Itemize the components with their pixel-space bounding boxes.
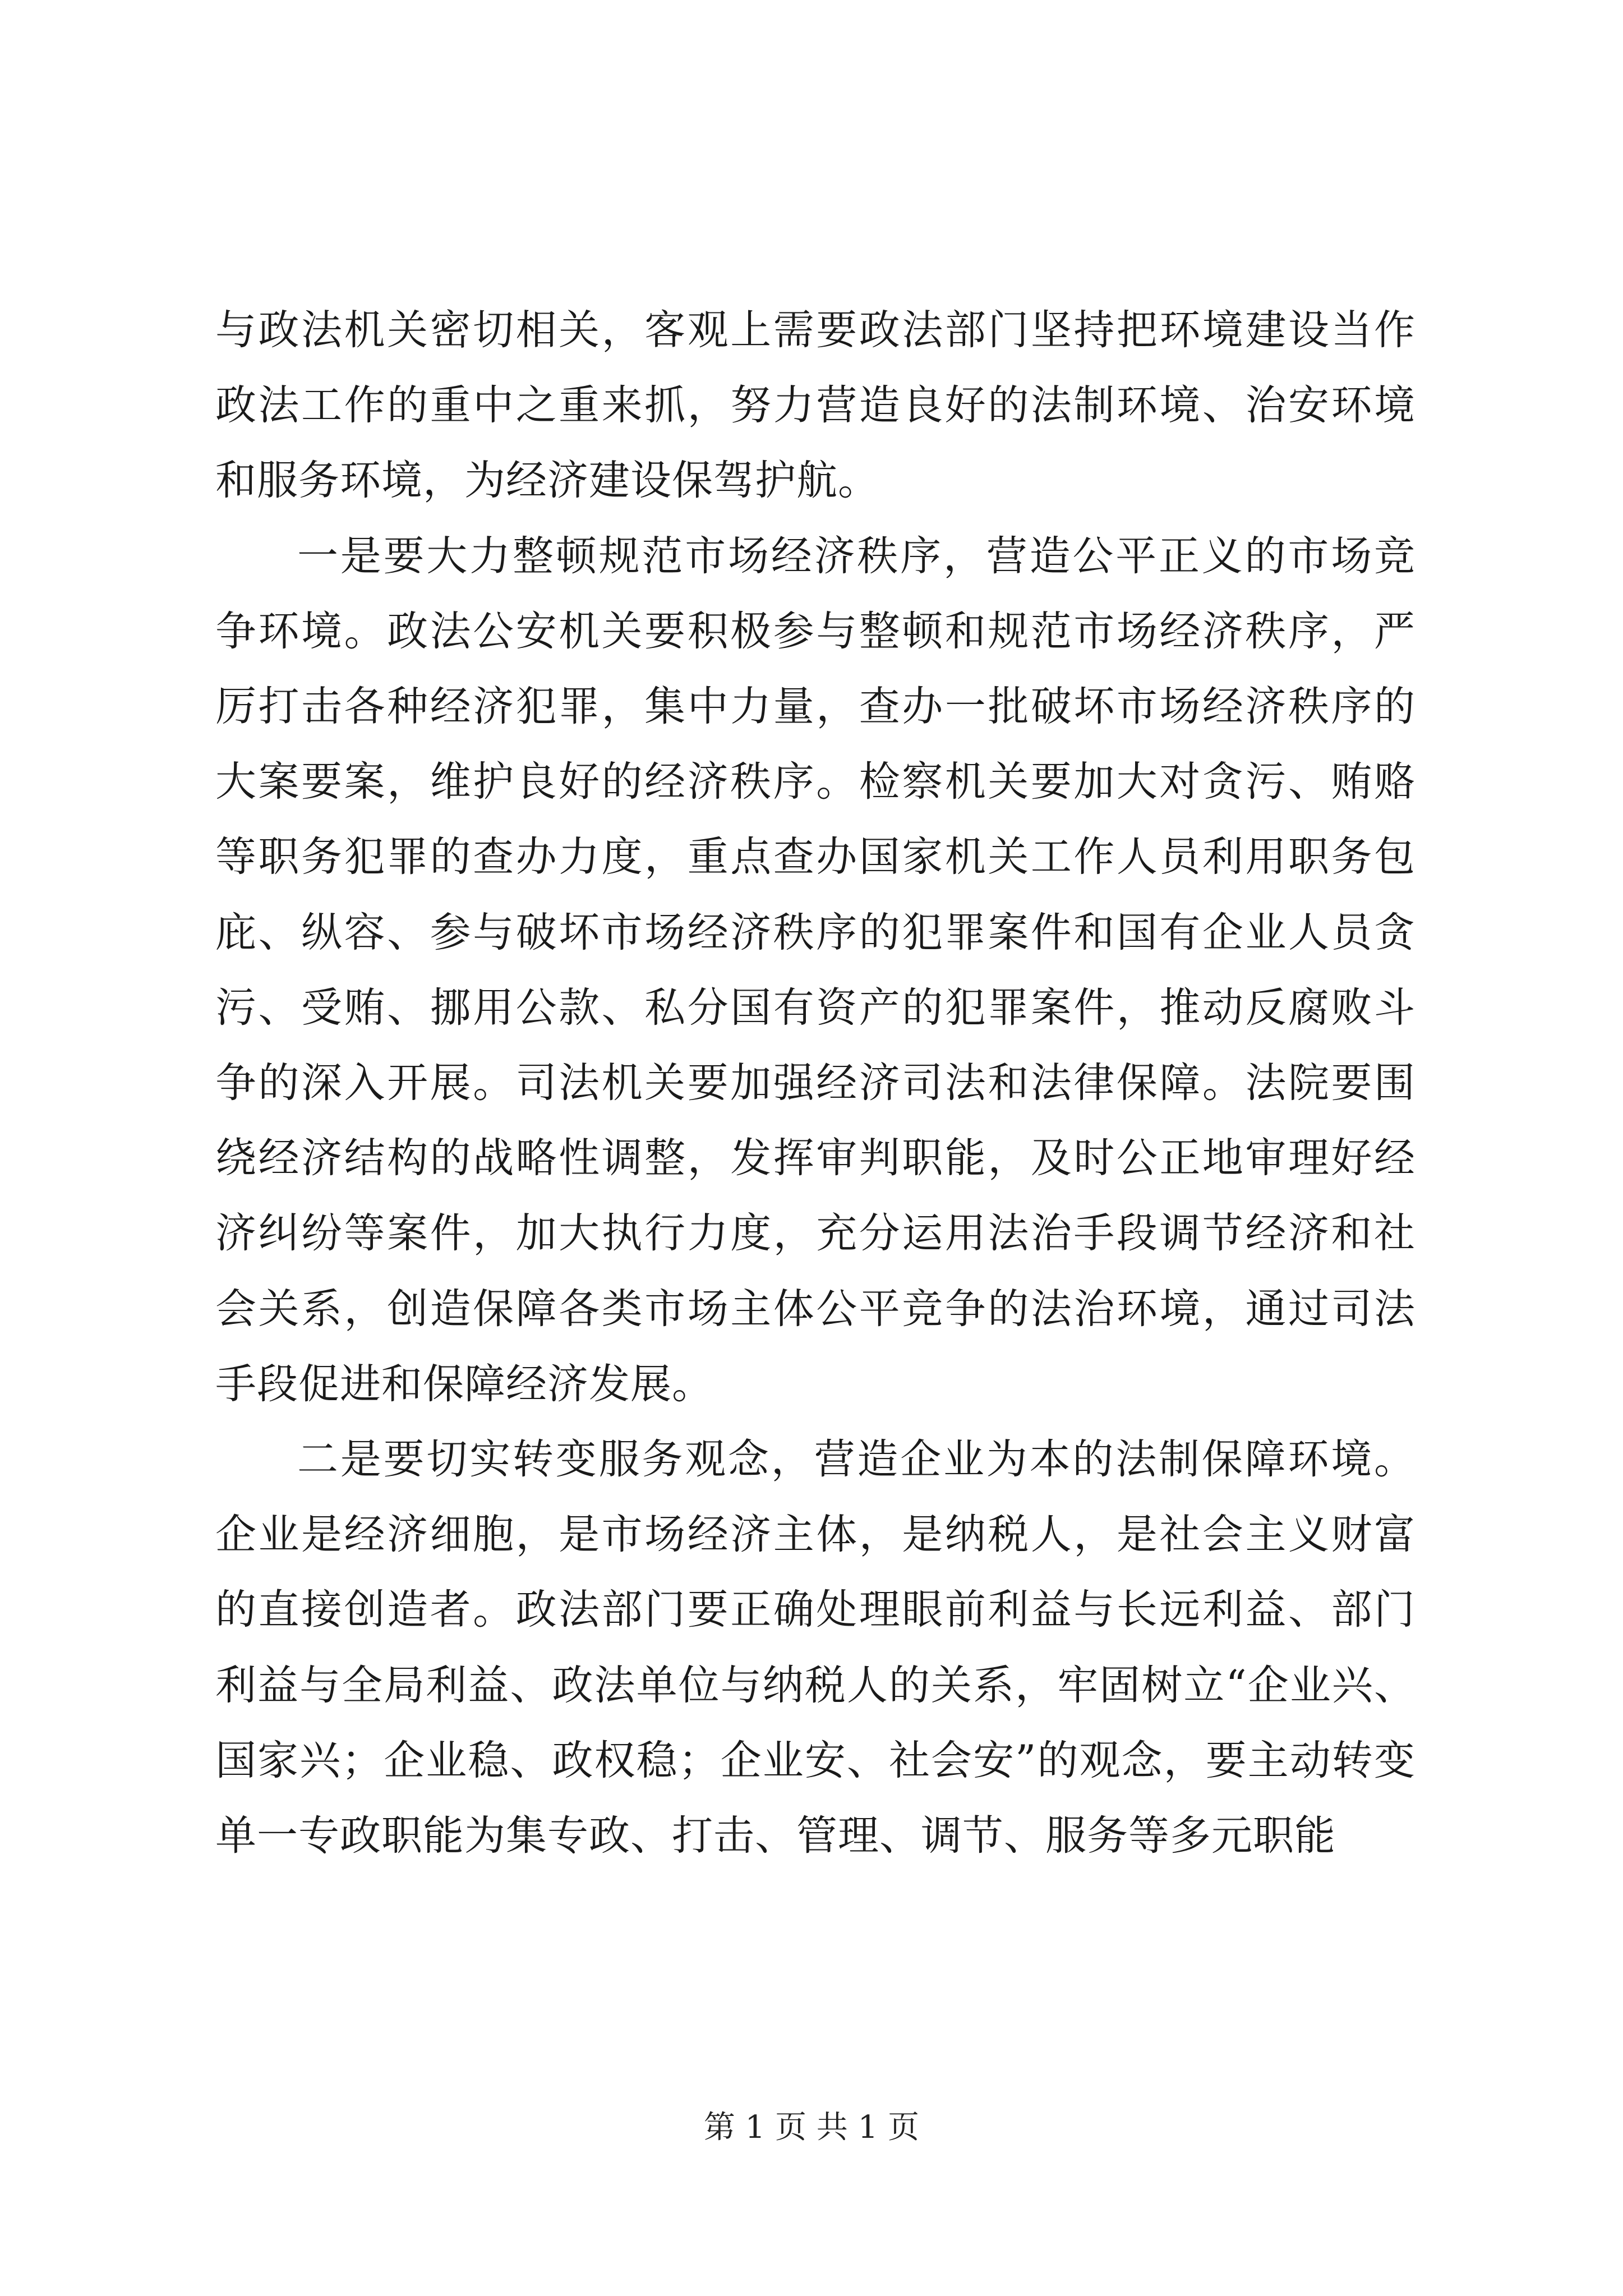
paragraph-service-concept: 二是要切实转变服务观念，营造企业为本的法制保障环境。企业是经济细胞，是市场经济主体，是纳税人，是社会主义财富的直接创造者。政法部门要正确处理眼前利益与长远利益、部门利益与全局利益、政法单位与纳税人的关系，牢固树立“企业兴、国家兴；企业稳、政权稳；企业安、社会安”的观念，要主动转变单一专政职能为集专政、打击、管理、调节、服务等多元职能 [215, 1435, 1415, 1860]
page-footer: 第 1 页 共 1 页 [703, 2109, 920, 2146]
paragraph-continuation: 与政法机关密切相关，客观上需要政法部门坚持把环境建设当作政法工作的重中之重来抓，努力营造良好的法制环境、治安环境和服务环境，为经济建设保驾护航。 [215, 306, 1415, 505]
document-body [215, 293, 1415, 1874]
paragraph-market-order: 一是要大力整顿规范市场经济秩序，营造公平正义的市场竞争环境。政法公安机关要积极参与整顿和规范市场经济秩序，严厉打击各种经济犯罪，集中力量，查办一批破坏市场经济秩序的大案要案，维护良好的经济秩序。检察机关要加大对贪污、贿赂等职务犯罪的查办力度，重点查办国家机关工作人员利用职务包庇、纵容、参与破坏市场经济秩序的犯罪案件和国有企业人员贪污、受贿、挪用公款、私分国有资产的犯罪案件，推动反腐败斗争的深入开展。司法机关要加强经济司法和法律保障。法院要围绕经济结构的战略性调整，发挥审判职能，及时公正地审理好经济纠纷等案件，加大执行力度，充分运用法治手段调节经济和社会关系，创造保障各类市场主体公平竞争的法治环境，通过司法手段促进和保障经济发展。 [215, 532, 1415, 1408]
